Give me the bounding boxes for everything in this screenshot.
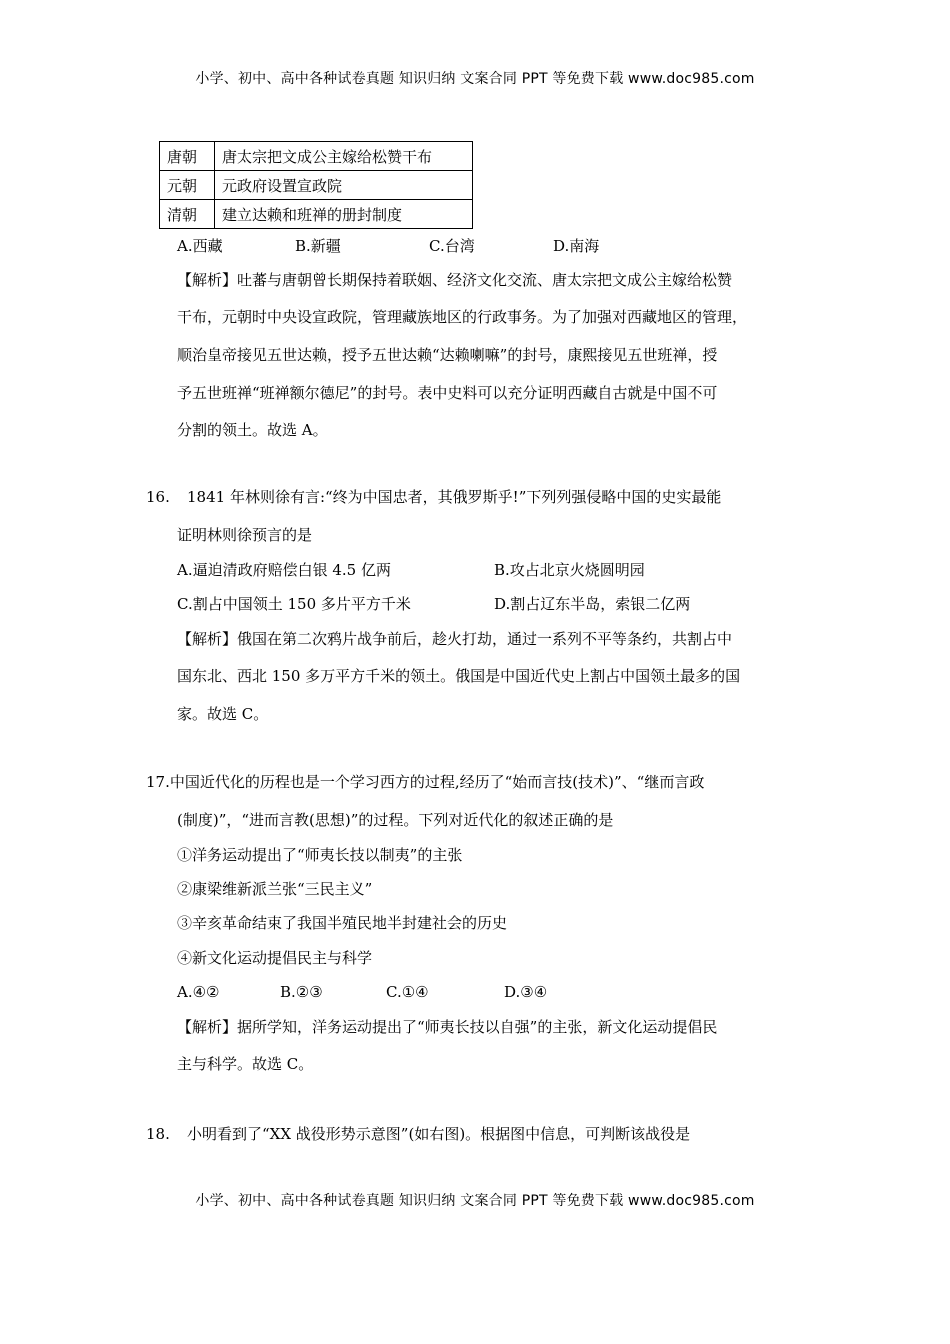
q16-option-d: D.割占辽东半岛，索银二亿两: [494, 595, 691, 613]
q15-option-d: D.南海: [553, 237, 600, 255]
q15-option-b: B.新疆: [295, 237, 341, 255]
q17-statement: ①洋务运动提出了“师夷长技以制夷”的主张: [177, 846, 463, 864]
q17-statement: ②康梁维新派兰张“三民主义”: [177, 880, 373, 898]
q17-statement: ④新文化运动提倡民主与科学: [177, 949, 373, 967]
q16-stem-line: 证明林则徐预言的是: [177, 526, 313, 544]
q16-option-b: B.攻占北京火烧圆明园: [494, 561, 645, 579]
q16-option-a: A.逼迫清政府赔偿白银 4.5 亿两: [177, 561, 391, 579]
q17-analysis-line: 【解析】据所学知，洋务运动提出了“师夷长技以自强”的主张，新文化运动提倡民: [177, 1018, 718, 1036]
table-cell-era: 清朝: [160, 200, 215, 229]
q18-number: 18.: [146, 1125, 170, 1143]
q17-statement: ③辛亥革命结束了我国半殖民地半封建社会的历史: [177, 914, 508, 932]
table-row: [160, 171, 473, 200]
page-footer: 小学、初中、高中各种试卷真题 知识归纳 文案合同 PPT 等免费下载 www.doc985.com: [195, 1193, 755, 1209]
q15-option-c: C.台湾: [429, 237, 475, 255]
q15-analysis-line: 【解析】吐蕃与唐朝曾长期保持着联姻、经济文化交流、唐太宗把文成公主嫁给松赞: [177, 271, 733, 289]
table-cell-event: 唐太宗把文成公主嫁给松赞干布: [215, 142, 473, 171]
q17-analysis-line: 主与科学。故选 C。: [177, 1055, 314, 1073]
q17-option-d: D.③④: [504, 983, 548, 1001]
table-cell-event: 建立达赖和班禅的册封制度: [215, 200, 473, 229]
q18-stem: 小明看到了“XX 战役形势示意图”(如右图)。根据图中信息，可判断该战役是: [187, 1125, 691, 1143]
table-cell-era: 元朝: [160, 171, 215, 200]
q16-analysis-line: 【解析】俄国在第二次鸦片战争前后，趁火打劫，通过一系列不平等条约，共割占中: [177, 630, 733, 648]
q17-stem-line: (制度)”，“进而言教(思想)”的过程。下列对近代化的叙述正确的是: [177, 811, 614, 829]
q17-stem-line: 17.中国近代化的历程也是一个学习西方的过程,经历了“始而言技(技术)”、“继而言政: [146, 773, 705, 791]
q15-analysis-line: 顺治皇帝接见五世达赖，授予五世达赖“达赖喇嘛”的封号，康熙接见五世班禅，授: [177, 346, 718, 364]
table-cell-event: 元政府设置宣政院: [215, 171, 473, 200]
q17-option-c: C.①④: [386, 983, 429, 1001]
q16-analysis-line: 家。故选 C。: [177, 705, 269, 723]
dynasty-table: [159, 141, 473, 229]
q17-option-b: B.②③: [280, 983, 323, 1001]
table-row: [160, 200, 473, 229]
q15-analysis-line: 予五世班禅“班禅额尔德尼”的封号。表中史料可以充分证明西藏自古就是中国不可: [177, 384, 718, 402]
q15-analysis-line: 干布，元朝时中央设宣政院，管理藏族地区的行政事务。为了加强对西藏地区的管理，: [177, 308, 748, 326]
q15-analysis-line: 分割的领土。故选 A。: [177, 421, 328, 439]
q15-option-a: A.西藏: [177, 237, 223, 255]
page-header: 小学、初中、高中各种试卷真题 知识归纳 文案合同 PPT 等免费下载 www.doc985.com: [195, 71, 755, 87]
table-row: [160, 142, 473, 171]
q16-number: 16.: [146, 488, 170, 506]
table-cell-era: 唐朝: [160, 142, 215, 171]
q16-option-c: C.割占中国领土 150 多片平方千米: [177, 595, 411, 613]
q16-stem-line: 1841 年林则徐有言:“终为中国忠者，其俄罗斯乎!”下列列强侵略中国的史实最能: [187, 488, 722, 506]
q17-option-a: A.④②: [177, 983, 220, 1001]
q16-analysis-line: 国东北、西北 150 多万平方千米的领土。俄国是中国近代史上割占中国领土最多的国: [177, 667, 741, 685]
